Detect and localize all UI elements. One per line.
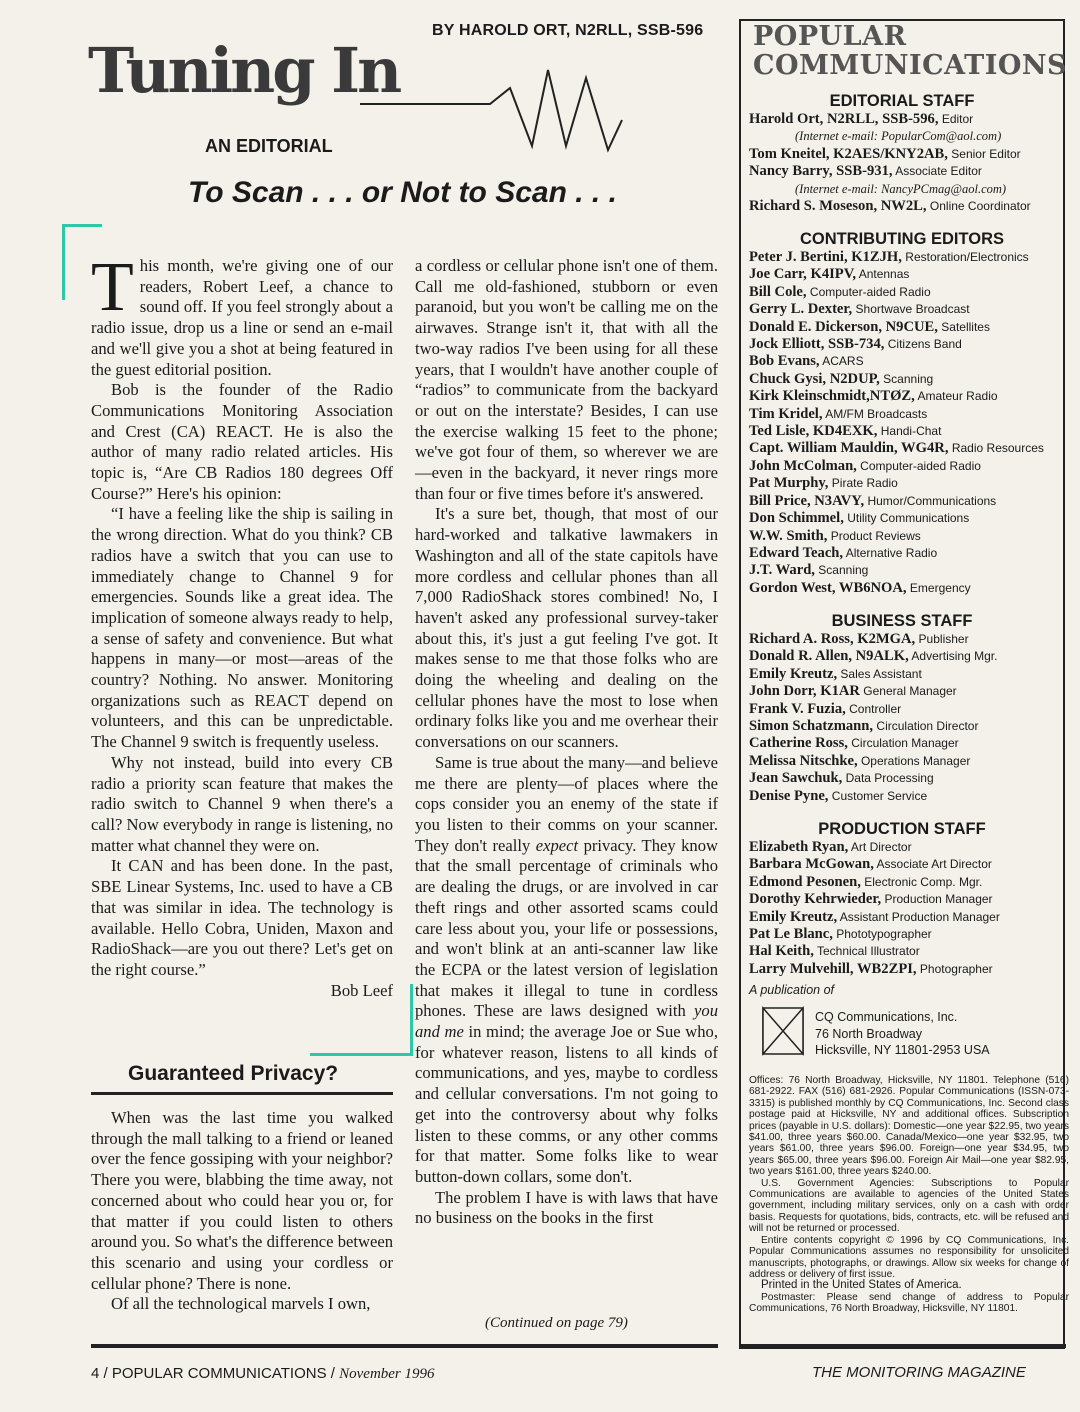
staff-name: Melissa Nitschke,: [749, 752, 858, 769]
subheading: Guaranteed Privacy?: [128, 1062, 339, 1085]
paragraph: [415, 753, 718, 1188]
staff-role: Data Processing: [842, 771, 934, 786]
staff-name: Donald R. Allen, N9ALK,: [749, 648, 909, 665]
paragraph-text: in mind; the average Joe or Sue who, for whatever reason, listens to all kinds of communications, and yes, maybe to cordless and cellular conversations. I'm not going to get into the controversy about why folks listen to these comms, or any other comms for that matter. Some folks like to wear button-down collars, some don't.: [415, 1022, 718, 1186]
staff-name: Simon Schatzmann,: [749, 718, 874, 735]
staff-name: Bill Price, N3AVY,: [749, 492, 865, 509]
highlighter-mark: [310, 1053, 413, 1056]
staff-entry: [749, 146, 1059, 163]
staff-name: Pat Murphy,: [749, 475, 829, 492]
staff-entry: [749, 440, 1059, 457]
staff-role: Computer-aided Radio: [806, 284, 931, 299]
staff-entry: [749, 961, 1059, 978]
staff-entry: [749, 336, 1059, 353]
staff-entry: [749, 943, 1059, 960]
business-staff-list: [749, 631, 1059, 805]
staff-name: Kirk Kleinschmidt,NTØZ,: [749, 388, 915, 405]
staff-role: Advertising Mgr.: [908, 649, 998, 664]
emphasis: expect: [535, 835, 579, 855]
staff-role: Circulation Manager: [847, 736, 959, 751]
paragraph: It CAN and has been done. In the past, SBE Linear Systems, Inc. used to have a CB that was similar in idea. The technology is available. Hello Cobra, Uniden, Maxon and RadioShack—are you out there? Let's get on the right course.”: [91, 856, 393, 979]
staff-role: Technical Illustrator: [813, 944, 920, 959]
footer-tagline: THE MONITORING MAGAZINE: [812, 1364, 1026, 1381]
staff-role: Associate Editor: [892, 164, 982, 179]
contributing-editors-list: [749, 249, 1059, 597]
staff-name: Capt. William Mauldin, WG4R,: [749, 440, 949, 457]
staff-role: Antennas: [856, 267, 910, 282]
staff-role: Editor: [938, 112, 974, 126]
cq-logo-icon: [757, 1004, 809, 1062]
staff-name: Bob Evans,: [749, 353, 820, 370]
staff-role: Online Coordinator: [926, 199, 1031, 214]
staff-entry: [749, 353, 1059, 370]
paragraph: Bob is the founder of the Radio Communications Monitoring Association and Crest (CA) REACT. He is also the author of many radio related articles. His topic is, “Are CB Radios 180 degrees Off Course?” Here's his opinion:: [91, 380, 393, 503]
paragraph-text: Same is true about the many—and believe me there are plenty—of places where the cops consider you an enemy of the state if you listen to their comms on your scanner. They don't really: [415, 752, 718, 855]
staff-name: Barbara McGowan,: [749, 856, 874, 873]
staff-role: Publisher: [915, 632, 969, 646]
staff-entry: [749, 909, 1059, 926]
staff-entry: [749, 874, 1059, 891]
staff-name: Emily Kreutz,: [749, 665, 838, 682]
highlighter-mark: [62, 224, 102, 227]
staff-role: Phototypographer: [832, 927, 932, 942]
staff-entry: [749, 423, 1059, 440]
staff-role: Citizens Band: [884, 337, 962, 352]
magazine-name-line: COMMUNICATIONS: [753, 50, 1068, 81]
staff-role: Shortwave Broadcast: [852, 302, 970, 317]
paragraph-text: his month, we're giving one of our readers, Robert Leef, a chance to sound off. If you feel strongly about a radio issue, drop us a line or send an e-mail and we'll give you a shot at being featured in the guest editorial position.: [91, 256, 393, 379]
staff-entry: [749, 562, 1059, 579]
staff-name: Edward Teach,: [749, 544, 844, 561]
staff-role: General Manager: [859, 684, 957, 699]
staff-entry: [749, 493, 1059, 510]
page-number: 4: [91, 1365, 100, 1382]
staff-name: Denise Pyne,: [749, 787, 829, 804]
publisher-name: CQ Communications, Inc.: [815, 1010, 958, 1024]
staff-entry: [749, 301, 1059, 318]
staff-email: (Internet e-mail: NancyPCmag@aol.com): [795, 181, 1007, 196]
staff-entry: [749, 753, 1059, 770]
staff-name: Jock Elliott, SSB-734,: [749, 336, 885, 353]
production-staff-list: [749, 839, 1059, 978]
staff-entry: [749, 319, 1059, 336]
staff-entry: [749, 510, 1059, 527]
staff-name: Ted Lisle, KD4EXK,: [749, 423, 878, 440]
staff-entry: [749, 163, 1059, 180]
fine-print: [749, 1075, 1069, 1315]
magazine-name: [753, 22, 1067, 80]
staff-entry: [749, 388, 1059, 405]
staff-entry: [749, 475, 1059, 492]
staff-entry: [749, 718, 1059, 735]
staff-name: Frank V. Fuzia,: [749, 700, 846, 717]
staff-name: Peter J. Bertini, K1ZJH,: [749, 249, 902, 265]
paragraph: It's a sure bet, though, that most of our hard-worked and talkative lawmakers in Washington and all of the state capitols have more cordless and cellular phones than all 7,000 RadioShack stores combined! No, I haven't asked any professional survey-taker about this, it's just a gut feeling I've got. It makes sense to me that those folks who are doing the wheeling and dealing on the cellular phones have the most to lose when ordinary folks like you and me overhear their conversations on our scanners.: [415, 504, 718, 752]
footer-magazine: POPULAR COMMUNICATIONS: [111, 1365, 327, 1382]
paragraph: The problem I have is with laws that have no business on the books in the first: [415, 1187, 718, 1228]
contributing-editors-heading: CONTRIBUTING EDITORS: [799, 230, 1005, 248]
staff-role: Art Director: [848, 840, 912, 854]
section-logo: Tuning In: [88, 34, 400, 107]
editorial-staff-list: [749, 111, 1059, 215]
staff-name: Pat Le Blanc,: [749, 926, 833, 943]
staff-role: Radio Resources: [948, 441, 1044, 456]
article-column-2: [415, 256, 718, 1229]
publisher-address: [815, 1009, 990, 1059]
staff-name: John McColman,: [749, 457, 857, 474]
fine-print-paragraph: Entire contents copyright © 1996 by CQ Communications, Inc. Popular Communications assumes no responsibility for unsolicited manuscripts, photographs, or drawings. Allow six weeks for change of address or delivery of first issue.: [749, 1234, 1069, 1280]
staff-name: Tom Kneitel, K2AES/KNY2AB,: [749, 145, 948, 162]
staff-entry: [749, 631, 1059, 648]
fine-print-paragraph: U.S. Government Agencies: Subscriptions to Popular Communications are available to agencies of the United States government, including military services, only on a cash with order basis. Requests for quotations, bids, contracts, etc. will be refused and will not be returned or processed.: [749, 1177, 1069, 1235]
staff-entry: [749, 891, 1059, 908]
production-staff-heading: PRODUCTION STAFF: [818, 820, 986, 838]
fine-print-paragraph: Printed in the United States of America.: [761, 1279, 962, 1292]
staff-entry: [749, 788, 1059, 805]
staff-role: Sales Assistant: [837, 666, 922, 681]
staff-name: Harold Ort, N2RLL, SSB-596,: [749, 111, 939, 127]
emphasis: you and me: [415, 1001, 718, 1042]
staff-entry: [749, 249, 1059, 266]
staff-role: Production Manager: [881, 892, 993, 907]
continued-note: (Continued on page 79): [485, 1315, 628, 1331]
staff-role: Associate Art Director: [873, 857, 992, 872]
staff-role: Electronic Comp. Mgr.: [860, 874, 983, 889]
headline: To Scan . . . or Not to Scan . . .: [188, 176, 617, 209]
staff-name: Dorothy Kehrwieder,: [749, 891, 882, 908]
waveform-icon: [360, 60, 740, 170]
paragraph-text: privacy. They know that the small percentage of criminals who are dealing the drugs, or are involved in car theft rings and other assorted scams could care less about you, your life or possessions, and won't blink at an anti-scanner law like the ECPA or the latest version of legislation that makes it illegal to tune in cordless phones. These are laws designed with: [415, 835, 718, 1021]
staff-role: Utility Communications: [843, 511, 970, 526]
staff-role: Alternative Radio: [843, 545, 938, 560]
staff-name: Donald E. Dickerson, N9CUE,: [749, 318, 938, 335]
staff-name: Hal Keith,: [749, 943, 814, 960]
staff-role: Assistant Production Manager: [837, 909, 1000, 924]
publication-of-label: A publication of: [749, 983, 835, 997]
staff-role: Photographer: [916, 961, 993, 976]
section-subtitle: AN EDITORIAL: [205, 136, 333, 156]
staff-role: Computer-aided Radio: [856, 458, 981, 473]
staff-name: Jean Sawchuk,: [749, 770, 843, 787]
staff-entry: [749, 458, 1059, 475]
staff-role: Amateur Radio: [914, 389, 998, 404]
staff-entry: [749, 580, 1059, 597]
staff-entry: [749, 284, 1059, 301]
staff-name: Gordon West, WB6NOA,: [749, 579, 907, 596]
staff-entry: [749, 926, 1059, 943]
staff-name: Edmond Pesonen,: [749, 873, 861, 890]
footer-rule: [91, 1344, 718, 1348]
staff-role: Restoration/Electronics: [901, 250, 1029, 264]
staff-role: Handi-Chat: [877, 424, 942, 439]
staff-entry: [749, 770, 1059, 787]
staff-entry: [749, 683, 1059, 700]
editorial-staff-heading: EDITORIAL STAFF: [829, 92, 975, 110]
staff-role: Scanning: [879, 371, 934, 386]
staff-role: Scanning: [814, 563, 869, 578]
staff-role: Circulation Director: [873, 719, 979, 734]
staff-role: ACARS: [819, 354, 864, 369]
staff-name: Gerry L. Dexter,: [749, 301, 853, 318]
subheading-rule: [91, 1092, 393, 1095]
staff-name: Elizabeth Ryan,: [749, 839, 849, 855]
staff-role: Operations Manager: [857, 753, 971, 768]
article-column-1-continued: [91, 1108, 393, 1315]
staff-role: Controller: [845, 701, 902, 716]
signoff: Bob Leef: [330, 980, 393, 1000]
staff-entry: [749, 856, 1059, 873]
staff-entry: [749, 198, 1059, 215]
staff-role: Product Reviews: [827, 528, 921, 543]
staff-name: W.W. Smith,: [749, 527, 828, 544]
staff-name: Nancy Barry, SSB-931,: [749, 163, 893, 180]
staff-name: Tim Kridel,: [749, 405, 823, 422]
publisher-city: Hicksville, NY 11801-2953 USA: [815, 1043, 990, 1057]
staff-role: Humor/Communications: [864, 493, 997, 508]
staff-role: AM/FM Broadcasts: [822, 406, 928, 421]
staff-name: Emily Kreutz,: [749, 908, 838, 925]
staff-name: John Dorr, K1AR: [749, 683, 860, 700]
staff-name: Chuck Gysi, N2DUP,: [749, 370, 880, 387]
staff-name: Don Schimmel,: [749, 510, 844, 527]
staff-name: Joe Carr, K4IPV,: [749, 266, 857, 283]
paragraph: a cordless or cellular phone isn't one of them. Call me old-fashioned, stubborn or even paranoid, but you won't be calling me on the airwaves. Strange isn't it, that with all the two-way radios I've been using for all these years, that I wouldn't have another couple of “radios” to communicate from the backyard or out on the interstate? Besides, I can use the exercise walking 15 feet to the phone; we've got four of them, so wherever we are—even in the backyard, it never rings more than four or five times before it's answered.: [415, 256, 718, 503]
staff-name: Richard S. Moseson, NW2L,: [749, 198, 927, 215]
highlighter-mark: [410, 984, 413, 1056]
byline: BY HAROLD ORT, N2RLL, SSB-596: [432, 22, 704, 39]
staff-role: Emergency: [906, 580, 971, 595]
fine-print-paragraph: Offices: 76 North Broadway, Hicksville, NY 11801. Telephone (516) 681-2922. FAX (516) 681-2926. Popular Communications (ISSN-073-3315) is published monthly by CQ Communications, Inc. Second class postage paid at Hicksville, NY and additional offices. Subscription prices (payable in U.S. dollars): Domestic—one year $22.95, two years $41.00, three years $60.00. Canada/Mexico—one year $32.95, two years $61.00, three years $96.00. Foreign—one year $34.95, two years $65.00, three years $96.00. Foreign Air Mail—one year $82.95, two years $161.00, three years $240.00.: [749, 1075, 1069, 1178]
staff-entry: [749, 839, 1059, 856]
footer-issue: November 1996: [339, 1366, 435, 1382]
footer-rule: [740, 1344, 1066, 1348]
staff-entry: [749, 701, 1059, 718]
staff-role: Customer Service: [828, 788, 928, 803]
paragraph: [91, 249, 393, 380]
staff-entry: [749, 111, 1059, 128]
staff-name: Larry Mulvehill, WB2ZPI,: [749, 960, 917, 977]
business-staff-heading: BUSINESS STAFF: [831, 612, 973, 630]
staff-name: Bill Cole,: [749, 283, 807, 300]
paragraph: Of all the technological marvels I own,: [111, 1294, 371, 1314]
staff-role: Pirate Radio: [828, 476, 898, 491]
fine-print-paragraph: Postmaster: Please send change of address to Popular Communications, 76 North Broadway, Hicksville, NY 11801.: [749, 1291, 1069, 1315]
staff-role: Satellites: [937, 319, 990, 334]
staff-name: Catherine Ross,: [749, 735, 848, 752]
staff-entry: [749, 406, 1059, 423]
staff-entry: [749, 545, 1059, 562]
staff-entry: [749, 371, 1059, 388]
staff-email: (Internet e-mail: PopularCom@aol.com): [795, 129, 1002, 144]
staff-entry: [749, 528, 1059, 545]
drop-cap: T: [91, 249, 134, 326]
staff-name: Richard A. Ross, K2MGA,: [749, 631, 916, 647]
staff-role: Senior Editor: [947, 146, 1021, 161]
paragraph: When was the last time you walked through the mall talking to a friend or leaned over the fence gossiping with your neighbor? There you were, blabbing the time away, not concerned about who could hear you or, for that matter if you could listen to others around you. So what's the difference between this scenario and using your cordless or cellular phone? There is none.: [91, 1108, 393, 1293]
paragraph: Why not instead, build into every CB radio a priority scan feature that makes the radio switch to Channel 9 when there's a call? Now everybody in range is listening, no matter what channel they were on.: [91, 752, 393, 855]
magazine-name-line: POPULAR: [753, 21, 907, 52]
staff-name: J.T. Ward,: [749, 562, 815, 579]
highlighter-mark: [62, 224, 65, 300]
staff-entry: [749, 666, 1059, 683]
paragraph: “I have a feeling like the ship is sailing in the wrong direction. What do you think? CB radios have a switch that you can use to immediately change to Channel 9 for emergencies. Sounds like a great idea. The implication of someone always ready to help, a sense of safety and convenience. But what happens in many—or most—areas of the country? Nothing. No answer. Monitoring organizations such as REACT depend on volunteers, and this can be unpredictable. The Channel 9 switch is frequently useless.: [91, 504, 393, 752]
folio: 4 / POPULAR COMMUNICATIONS / November 1996: [91, 1365, 435, 1382]
staff-entry: [749, 648, 1059, 665]
staff-entry: [749, 735, 1059, 752]
article-column-1: [91, 249, 393, 1001]
publisher-street: 76 North Broadway: [815, 1026, 923, 1041]
staff-entry: [749, 266, 1059, 283]
